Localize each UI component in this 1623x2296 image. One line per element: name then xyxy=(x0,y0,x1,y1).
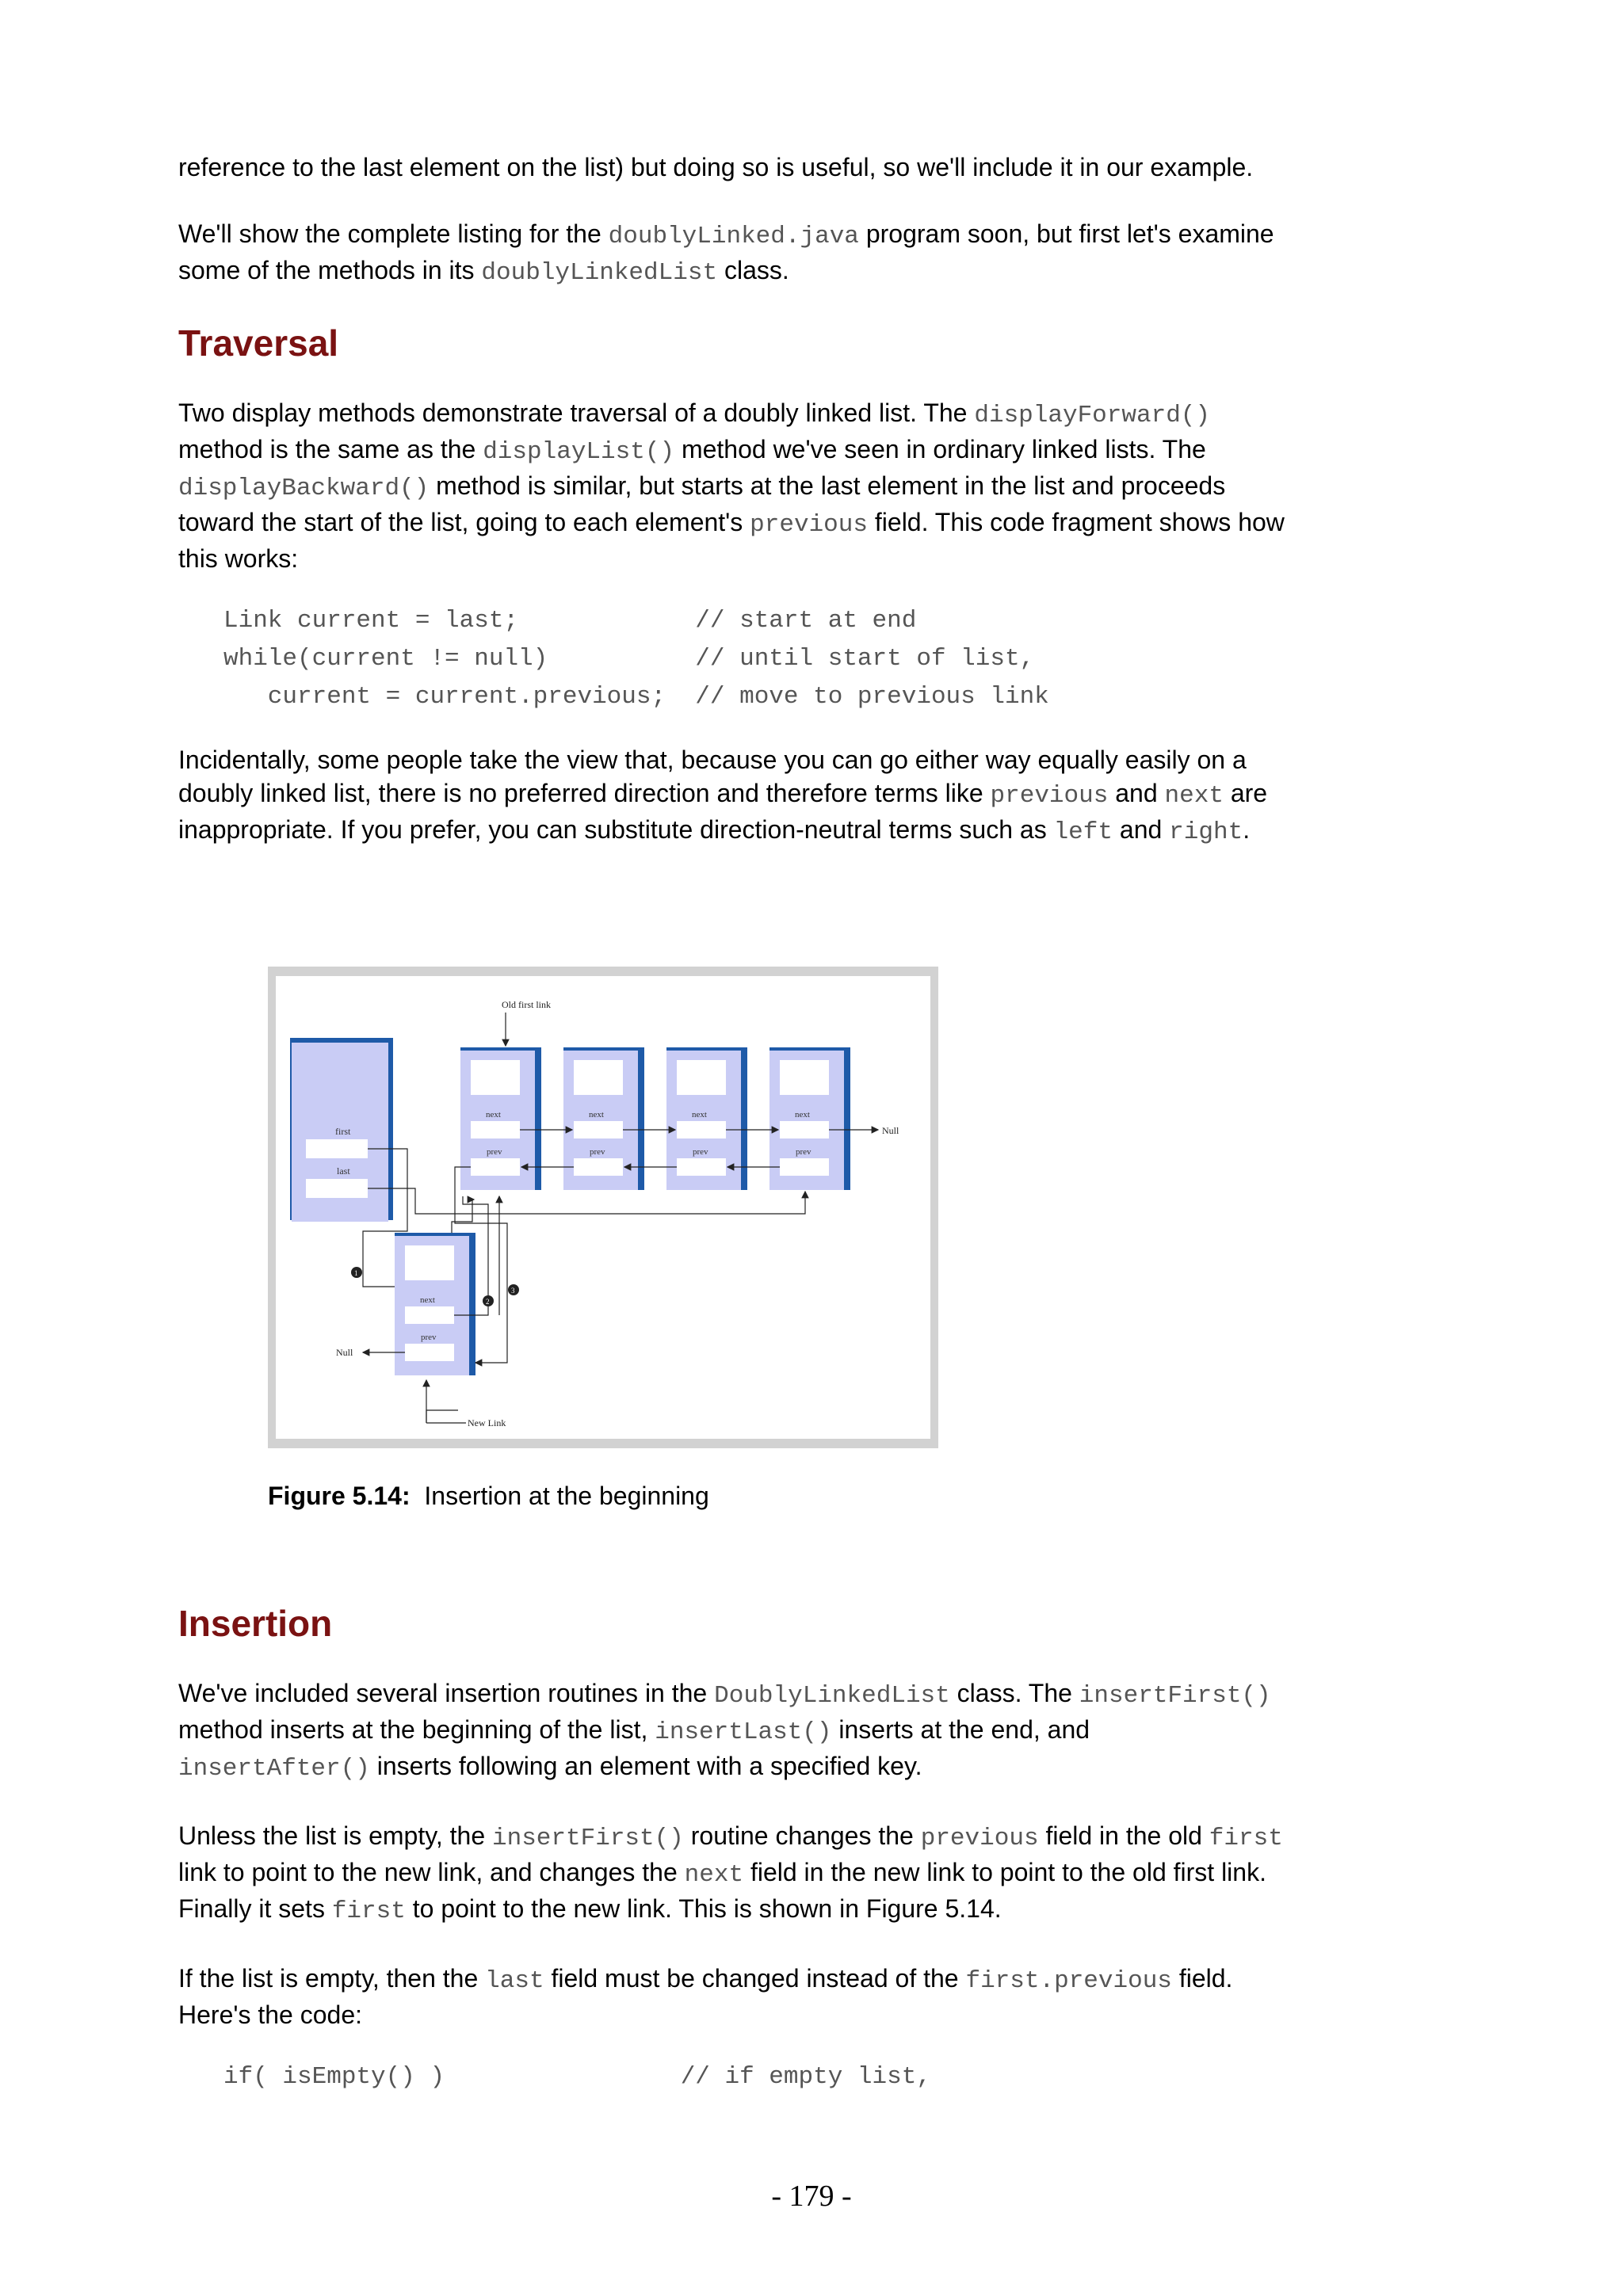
label-last: last xyxy=(337,1165,350,1177)
inline-code: insertAfter() xyxy=(178,1755,370,1783)
inline-code: insertFirst() xyxy=(1079,1682,1271,1710)
page-content xyxy=(178,151,1288,849)
inline-code: previous xyxy=(750,511,868,539)
figure-insertion-diagram xyxy=(268,967,938,1448)
list-head-object xyxy=(290,1038,393,1222)
link-node-1 xyxy=(460,1047,541,1190)
inline-code: first xyxy=(1209,1825,1283,1852)
code-line: Link current = last; // start at end xyxy=(223,607,917,635)
inline-code: displayBackward() xyxy=(178,475,430,502)
inline-code: previous xyxy=(990,782,1109,810)
svg-text:2: 2 xyxy=(486,1298,490,1306)
label-first: first xyxy=(335,1126,351,1137)
insertion-paragraph-2: Unless the list is empty, the insertFirst() routine changes the previous field in the old first link to point to the new link, and changes the next field in the new link to point to the old first link. Finally it sets first to point to the new link. This is shown in Figure 5.14. xyxy=(178,1821,1283,1925)
svg-text:3: 3 xyxy=(511,1287,515,1295)
label-prev: prev xyxy=(693,1147,708,1157)
inline-code: next xyxy=(1164,782,1224,810)
label-old-first-link: Old first link xyxy=(502,999,551,1010)
insertion-paragraph-3: If the list is empty, then the last field must be changed instead of the first.previous field. Here's the code: xyxy=(178,1964,1233,2029)
inline-code: doublyLinkedList xyxy=(481,259,718,287)
label-prev: prev xyxy=(421,1333,437,1342)
code-line: while(current != null) // until start of list, xyxy=(223,645,1035,673)
label-prev: prev xyxy=(796,1147,812,1157)
inline-code: first.previous xyxy=(965,1967,1172,1995)
traversal-paragraph-1: Two display methods demonstrate traversal of a doubly linked list. The displayForward() method is the same as the displayList() method we've seen in ordinary linked lists. The displayBackward() method is similar, but starts at the last element in the list and proceeds toward the start of the list, going to each element's previous field. This code fragment shows how this works: xyxy=(178,399,1285,573)
heading-insertion: Insertion xyxy=(178,1603,333,1644)
inline-code: previous xyxy=(920,1825,1039,1852)
inline-code: next xyxy=(684,1861,744,1889)
inline-code: left xyxy=(1053,818,1113,846)
label-null-right: Null xyxy=(882,1125,899,1136)
inline-code: DoublyLinkedList xyxy=(714,1682,950,1710)
label-prev: prev xyxy=(487,1147,502,1157)
inline-code: displayList() xyxy=(483,438,675,466)
label-prev: prev xyxy=(590,1147,605,1157)
diagram-svg xyxy=(268,967,938,1448)
step-marker-3 xyxy=(508,1284,519,1295)
caption-label: Figure 5.14: xyxy=(268,1482,411,1510)
code-line: if( isEmpty() ) // if empty list, xyxy=(223,2063,931,2091)
label-new-link: New Link xyxy=(468,1417,506,1428)
step-marker-1 xyxy=(351,1267,362,1278)
inline-code: doublyLinked.java xyxy=(608,223,859,250)
label-next: next xyxy=(589,1110,604,1119)
caption-text: Insertion at the beginning xyxy=(424,1482,709,1510)
insertion-section xyxy=(178,1602,1288,2096)
insertion-code-block xyxy=(178,2058,1288,2096)
inline-code: first xyxy=(331,1897,406,1925)
link-node-2 xyxy=(563,1047,644,1190)
inline-code: insertFirst() xyxy=(492,1825,684,1852)
intro-paragraph-1: reference to the last element on the list) but doing so is useful, so we'll include it in our example. xyxy=(178,153,1254,181)
traversal-code-block xyxy=(178,602,1288,716)
label-next: next xyxy=(420,1295,435,1305)
traversal-paragraph-2: Incidentally, some people take the view that, because you can go either way equally easily on a doubly linked list, there is no preferred direction and therefore terms like previous and next are inappropriate. If you prefer, you can substitute direction-neutral terms such as left and right. xyxy=(178,746,1268,846)
label-next: next xyxy=(795,1110,810,1119)
inline-code: right xyxy=(1169,818,1243,846)
page-number: - 179 - xyxy=(771,2180,852,2213)
inline-code: last xyxy=(485,1967,544,1995)
label-null-left: Null xyxy=(336,1347,353,1358)
label-next: next xyxy=(692,1110,707,1119)
label-next: next xyxy=(486,1110,501,1119)
last-field xyxy=(306,1179,368,1198)
link-node-3 xyxy=(666,1047,747,1190)
figure-caption xyxy=(268,1482,709,1511)
new-link-node xyxy=(395,1233,475,1375)
first-field xyxy=(306,1139,368,1158)
step-marker-2 xyxy=(483,1295,494,1306)
svg-text:1: 1 xyxy=(354,1269,358,1277)
link-node-4 xyxy=(769,1047,850,1190)
insertion-paragraph-1: We've included several insertion routines in the DoublyLinkedList class. The insertFirst() method inserts at the beginning of the list, insertLast() inserts at the end, and insertAfter() inserts following an element with a specified key. xyxy=(178,1679,1271,1783)
code-line: current = current.previous; // move to previous link xyxy=(223,683,1049,711)
inline-code: insertLast() xyxy=(655,1718,832,1746)
intro-paragraph-2: We'll show the complete listing for the doublyLinked.java program soon, but first let's examine some of the methods in its doublyLinkedList class. xyxy=(178,219,1274,287)
heading-traversal: Traversal xyxy=(178,322,339,364)
inline-code: displayForward() xyxy=(974,402,1211,429)
